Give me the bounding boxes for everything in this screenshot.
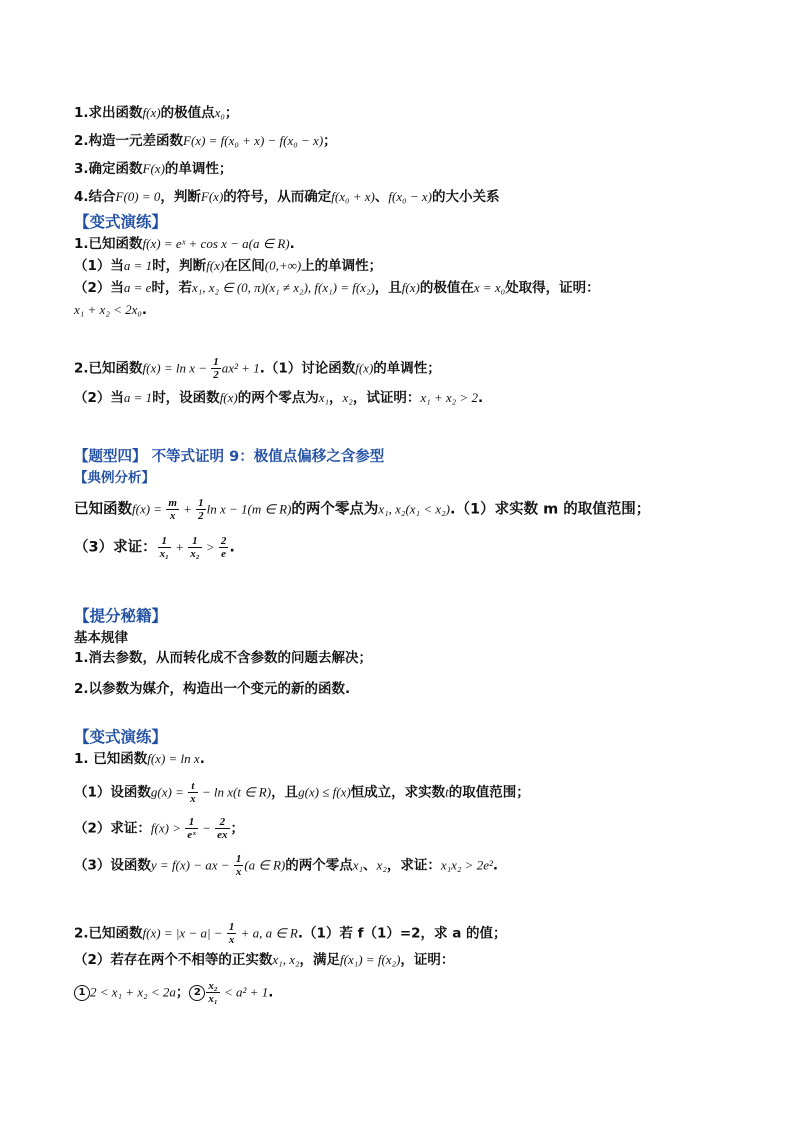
- problem-1-conclusion: [74, 300, 147, 320]
- numerator: 1: [235, 853, 242, 865]
- practice-problem-1: [74, 749, 205, 769]
- math: x₁: [352, 857, 364, 873]
- fraction: [234, 853, 244, 878]
- example-part-3: [74, 535, 235, 560]
- math: f(x): [401, 280, 420, 295]
- math: x₁ + x₂ < 2x₀: [74, 302, 142, 317]
- math: t: [445, 784, 449, 800]
- text: 的取值范围；: [448, 784, 530, 801]
- fraction: [196, 497, 206, 522]
- math: F(x): [200, 189, 224, 204]
- text: ，满足: [299, 952, 340, 968]
- text: 上的单调性；: [301, 258, 383, 274]
- fraction: [166, 497, 179, 522]
- math: x₁ + x₂ > 2: [420, 390, 478, 405]
- circled-number-2: 2: [189, 985, 205, 1001]
- part-label: （2）若存在两个不相等的正实数: [74, 952, 273, 968]
- fraction: [188, 780, 198, 805]
- problem-2-part-2: [74, 388, 483, 408]
- text: ，且: [374, 280, 402, 296]
- step-1: [74, 103, 238, 123]
- text: 的两个零点为: [237, 390, 319, 406]
- denominator: x₁: [208, 993, 218, 1005]
- text: 的两个零点: [285, 857, 353, 874]
- math: f(x) = ln x −: [142, 360, 211, 376]
- numerator: 2: [220, 535, 227, 547]
- math: a = 1: [123, 390, 153, 405]
- math: f(x₀ + x): [331, 189, 375, 204]
- part-label: （1）设函数: [74, 784, 151, 801]
- problem-1-part-1: [74, 256, 382, 276]
- math: f(x): [219, 390, 238, 405]
- text: .: [477, 390, 484, 406]
- numerator: m: [168, 497, 177, 509]
- step-label: 1.求出函数: [74, 105, 143, 121]
- practice-problem-1-part-2: [74, 816, 244, 841]
- fraction: [211, 356, 221, 381]
- numerator: t: [188, 780, 198, 793]
- text: ，求证：: [386, 857, 441, 874]
- rule-1: 1.消去参数，从而转化成不含参数的问题去解决；: [74, 650, 373, 666]
- part-label: （3）求证：: [74, 539, 157, 556]
- math: g(x) ≤ f(x): [298, 784, 351, 800]
- denominator: 2: [213, 369, 219, 381]
- denominator: x₁: [159, 548, 169, 560]
- step-2: [74, 131, 337, 151]
- numerator: 1: [198, 497, 204, 509]
- practice-problem-2-part-2: [74, 950, 454, 970]
- math: f(x): [142, 105, 161, 120]
- text: ；: [230, 820, 245, 837]
- text: .: [199, 751, 205, 767]
- text: 时，判断: [152, 258, 207, 274]
- problem-1-part-2: [74, 278, 600, 298]
- section-header-variant-practice: 【变式演练】: [74, 213, 168, 231]
- text: ，试证明：: [352, 390, 421, 406]
- math: x₁, x₂: [272, 952, 300, 967]
- step-text: 的单调性；: [164, 161, 233, 177]
- math: x₀: [214, 105, 225, 120]
- math: ln x − 1(m ∈ R): [206, 501, 292, 517]
- denominator: e: [221, 548, 227, 560]
- math: f(x) =: [132, 501, 166, 517]
- denominator: x: [235, 866, 242, 878]
- numerator: 1: [188, 535, 201, 548]
- step-label: 2.构造一元差函数: [74, 133, 184, 149]
- text: 时，设函数: [152, 390, 220, 406]
- math: f(x₀ − x): [388, 189, 432, 204]
- problem-label: 2.已知函数: [74, 925, 143, 942]
- step-label: 4.结合: [74, 189, 116, 205]
- numerator: 1: [158, 535, 171, 548]
- math: x₂: [376, 857, 387, 873]
- example-problem: [74, 497, 650, 522]
- fraction: [206, 980, 219, 1005]
- text: 恒成立，求实数: [350, 784, 446, 801]
- circled-number-1: 1: [74, 985, 90, 1001]
- step-text: ；: [224, 105, 239, 121]
- text: 在区间: [224, 258, 265, 274]
- header-tag: 【题型四】: [74, 449, 147, 465]
- text: 时，若: [151, 280, 192, 296]
- text: .（1）讨论函数: [259, 360, 356, 377]
- section-header-variant-practice-2: 【变式演练】: [74, 728, 168, 746]
- fraction: [185, 816, 198, 841]
- math: a = e: [123, 280, 152, 295]
- text: 的单调性；: [373, 360, 441, 377]
- math: F(x): [142, 161, 165, 176]
- fraction: [188, 535, 201, 560]
- denominator: x₂: [190, 548, 200, 560]
- text: 的极值在: [419, 280, 474, 296]
- text: .: [141, 302, 148, 318]
- math: 2 < x₁ + x₂ < 2a: [90, 984, 176, 1000]
- fraction: [158, 535, 171, 560]
- fraction: [219, 535, 229, 560]
- step-text: 、: [374, 189, 389, 205]
- denominator: x: [228, 934, 235, 946]
- denominator: 2: [198, 510, 204, 522]
- problem-label: 1. 已知函数: [74, 751, 148, 767]
- math: +: [171, 539, 188, 555]
- text: ；: [175, 984, 190, 1001]
- fraction: [227, 921, 237, 946]
- numerator: 1: [185, 816, 198, 829]
- practice-problem-1-part-3: [74, 853, 498, 878]
- text: .（1）若 f（1）=2，求 a 的值；: [297, 925, 507, 942]
- part-label: （3）设函数: [74, 857, 151, 874]
- math: +: [179, 501, 196, 517]
- rule-title: 基本规律: [74, 630, 128, 646]
- math: < a² + 1: [220, 984, 269, 1000]
- step-4: [74, 187, 500, 207]
- section-header-question-type-4: [74, 445, 384, 466]
- part-label: （2）当: [74, 280, 124, 296]
- part-label: （2）求证：: [74, 820, 151, 837]
- problem-label: 已知函数: [74, 501, 132, 518]
- math: x₁, x₂(x₁ < x₂): [378, 501, 450, 517]
- text: .: [492, 857, 499, 874]
- step-text: 的符号，从而确定: [223, 189, 332, 205]
- math: g(x) =: [150, 784, 188, 800]
- math: F(0) = 0: [115, 189, 161, 204]
- math: x₂: [342, 390, 353, 405]
- math: (0,+∞): [264, 258, 302, 273]
- math: f(x₁) = f(x₂): [340, 952, 401, 967]
- denominator: ex: [217, 829, 228, 841]
- math: x₁: [318, 390, 330, 405]
- numerator: x₂: [208, 980, 218, 992]
- step-text: ，判断: [160, 189, 201, 205]
- text: 、: [363, 857, 377, 874]
- practice-problem-2-conclusions: [74, 980, 273, 1005]
- subheader-typical-example: 【典例分析】: [74, 470, 155, 486]
- math: y = f(x) − ax −: [150, 857, 233, 873]
- math: f(x) >: [150, 820, 185, 836]
- numerator: 1: [213, 356, 219, 368]
- step-3: [74, 159, 232, 179]
- math: F(x) = f(x₀ + x) − f(x₀ − x): [183, 133, 324, 148]
- step-text: 的大小关系: [432, 189, 500, 205]
- numerator: 1: [228, 921, 235, 933]
- math: −: [198, 820, 215, 836]
- step-label: 3.确定函数: [74, 161, 143, 177]
- step-text: 的极值点: [160, 105, 215, 121]
- math: f(x) = ln x: [147, 751, 200, 766]
- section-header-tips: 【提分秘籍】: [74, 607, 168, 625]
- math: x = x₀: [473, 280, 506, 295]
- numerator: 2: [215, 816, 229, 829]
- denominator: x: [190, 793, 196, 805]
- math: a = 1: [123, 258, 153, 273]
- step-text: ；: [323, 133, 337, 149]
- practice-problem-2: [74, 921, 507, 946]
- problem-label: 2.已知函数: [74, 360, 143, 377]
- text: ，: [329, 390, 343, 406]
- math: f(x) = eˣ + cos x − a(a ∈ R): [142, 236, 290, 251]
- denominator: x: [169, 510, 176, 522]
- math: x₁, x₂ ∈ (0, π)(x₁ ≠ x₂), f(x₁) = f(x₂): [191, 280, 375, 295]
- denominator: eˣ: [187, 829, 196, 841]
- math: f(x) = |x − a| −: [142, 925, 226, 941]
- text: ，且: [271, 784, 299, 801]
- math: x₁x₂ > 2e²: [440, 857, 493, 873]
- math: + a, a ∈ R: [237, 925, 298, 941]
- rule-2: 2.以参数为媒介，构造出一个变元的新的函数.: [74, 681, 351, 697]
- problem-1: [74, 234, 295, 254]
- math: (a ∈ R): [244, 857, 286, 873]
- header-title: 不等式证明 9：极值点偏移之含参型: [151, 449, 385, 465]
- problem-2: [74, 356, 441, 381]
- math: ax² + 1: [221, 360, 260, 376]
- text: .: [289, 236, 295, 252]
- text: ，证明：: [400, 952, 455, 968]
- fraction: [215, 816, 229, 841]
- text: 处取得，证明：: [505, 280, 600, 296]
- text: .: [268, 984, 274, 1001]
- problem-label: 1.已知函数: [74, 236, 143, 252]
- math: f(x): [206, 258, 225, 273]
- math: f(x): [355, 360, 374, 376]
- text: .: [229, 539, 235, 556]
- practice-problem-1-part-1: [74, 780, 530, 805]
- math: >: [202, 539, 218, 555]
- text: 的两个零点为: [291, 501, 379, 518]
- part-label: （2）当: [74, 390, 124, 406]
- math: − ln x(t ∈ R): [198, 784, 272, 800]
- text: .（1）求实数 m 的取值范围；: [449, 501, 651, 518]
- part-label: （1）当: [74, 258, 124, 274]
